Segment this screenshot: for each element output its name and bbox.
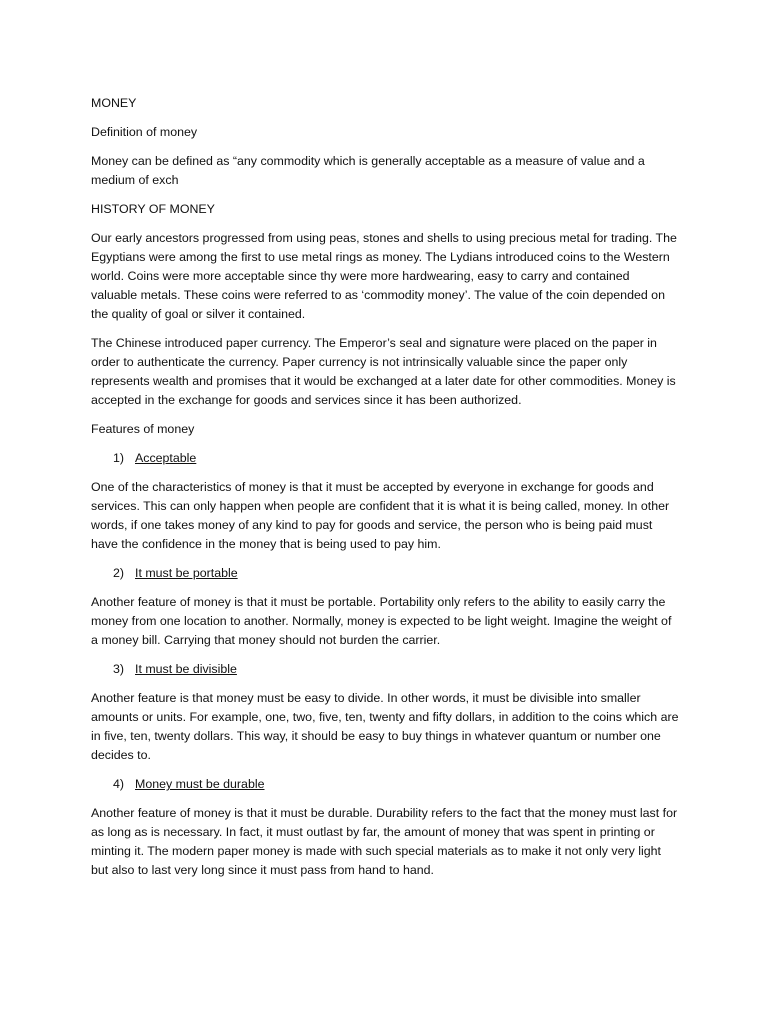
feature-label: Acceptable: [135, 451, 197, 465]
feature-label: It must be portable: [135, 566, 238, 580]
feature-list-item: [91, 660, 679, 679]
history-heading: HISTORY OF MONEY: [91, 202, 215, 216]
history-paragraph: The Chinese introduced paper currency. The Emperor’s seal and signature were placed on the paper in order to authenticate the currency. Paper currency is not intrinsically valuable since the paper only represents wealth and promises that it would be exchanged at a later date for other commodities. Money is accepted in the exchange for goods and services since it has been authorized.: [91, 336, 676, 407]
history-paragraph: Our early ancestors progressed from using peas, stones and shells to using precious metal for trading. The Egyptians were among the first to use metal rings as money. The Lydians introduced coins to the Western world. Coins were more acceptable since thy were more hardwearing, easy to carry and contained valuable metals. These coins were referred to as ‘commodity money’. The value of the coin depended on the quality of goal or silver it contained.: [91, 231, 677, 321]
feature-paragraph: Another feature of money is that it must be durable. Durability refers to the fact that the money must last for as long as is necessary. In fact, it must outlast by far, the amount of money that was spent in printing or minting it. The modern paper money is made with such special materials as to make it not only very light but also to last very long since it must pass from hand to hand.: [91, 806, 678, 877]
feature-label: Money must be durable: [135, 777, 265, 791]
feature-number: 2): [113, 566, 125, 580]
feature-paragraph: Another feature of money is that it must be portable. Portability only refers to the ability to easily carry the money from one location to another. Normally, money is expected to be light weight. Imagine the weight of a money bill. Carrying that money should not burden the carrier.: [91, 595, 672, 647]
feature-paragraph: One of the characteristics of money is that it must be accepted by everyone in exchange for goods and services. This can only happen when people are confident that it is what it is being called, money. In other words, if one takes money of any kind to pay for goods and service, the person who is being paid must have the confidence in the money that is being used to pay him.: [91, 480, 670, 551]
document-page: [91, 94, 679, 890]
feature-list-item: [91, 564, 679, 583]
feature-number: 4): [113, 777, 125, 791]
feature-label: It must be divisible: [135, 662, 237, 676]
definition-paragraph: Money can be defined as “any commodity which is generally acceptable as a measure of value and a medium of exch: [91, 154, 645, 187]
feature-number: 1): [113, 451, 125, 465]
definition-heading: Definition of money: [91, 125, 198, 139]
feature-list-item: [91, 775, 679, 794]
features-heading: Features of money: [91, 422, 195, 436]
feature-list-item: [91, 449, 679, 468]
document-title: MONEY: [91, 96, 137, 110]
feature-paragraph: Another feature is that money must be easy to divide. In other words, it must be divisible into smaller amounts or units. For example, one, two, five, ten, twenty and fifty dollars, in addition to the coins which are in five, ten, twenty dollars. This way, it should be easy to buy things in whatever quantum or number one decides to.: [91, 691, 679, 762]
feature-number: 3): [113, 662, 125, 676]
